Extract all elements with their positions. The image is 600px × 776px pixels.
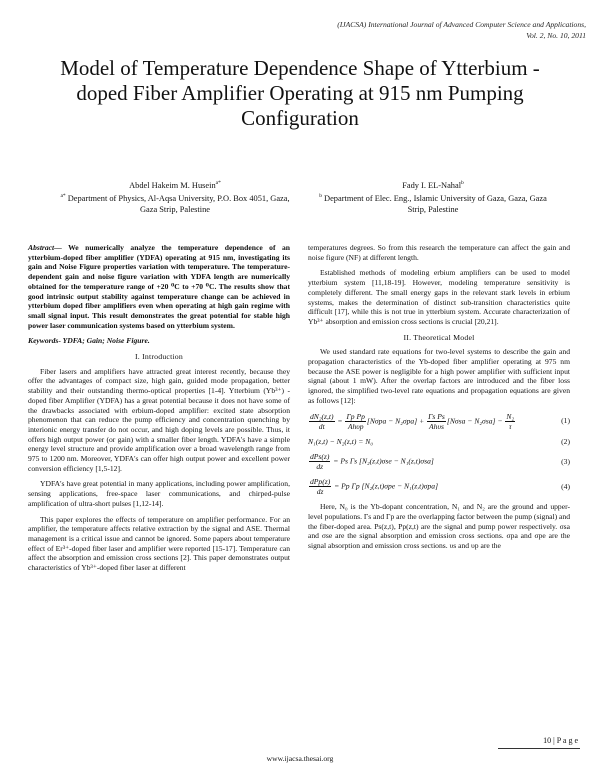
equation-1: $\frac{\text{dN₂(z,t)}}{dt}$ = $\frac{\text{Γp Pp}}{\text{Ahυp}}$ [Nσpa − N₂σpa] + $\frac{\text{Γs Ps}}{\text{Ahυs}}$ [Nσsa − N₂σsa] − $\frac{\text{N₂}}{\tau}$ (1) xyxy=(310,411,570,431)
abstract: Abstract— We numerically analyze the temperature dependence of an ytterbium-doped fiber amplifier (YDFA) operating at 915 nm, investigating its gain and Noise Figure properties variation with temperature. The temperature-dependent gain and noise figure variation with YDFA length are numerically obtained for the temperature range of +20 ⁰C to +70 ⁰C. The results show that good intrinsic output stability against temperature change can be achieved in ytterbium doped fiber amplifiers even when operating at high gain regime with small signal input. This result demonstrates the great potential for stable high power laser communication systems based on ytterbium system. xyxy=(28,243,290,330)
footer-divider xyxy=(498,748,580,749)
author-block-2 xyxy=(318,178,548,215)
journal-volume: Vol. 2, No. 10, 2011 xyxy=(526,31,586,40)
intro-paragraph-2: YDFA's have great potential in many applications, including power amplification, sensing applications, free-space laser communications, and chirped-pulse amplification of ultra-short pulses [1,12-14]. xyxy=(28,479,290,508)
section-heading-theoretical-model: II. Theoretical Model xyxy=(403,332,475,342)
keywords: Keywords- YDFA; Gain; Noise Figure. xyxy=(28,336,150,346)
left-column xyxy=(28,243,290,579)
page-number: 10 | P a g e xyxy=(543,736,578,745)
equation-4: $\frac{\text{dPp(z)}}{dz}$ = Pp Γp [N₂(z,t)σpe − N₁(z,t)σpa] (4) xyxy=(310,477,570,497)
equation-number-3: (3) xyxy=(561,456,570,466)
journal-header: (IJACSA) International Journal of Advanced Computer Science and Applications, xyxy=(337,20,586,29)
right-paragraph-1: temperatures degrees. So from this research the temperature can affect the gain and noise figure (NF) at different length. xyxy=(308,243,570,262)
intro-paragraph-3: This paper explores the effects of temperature on amplifier performance. For an amplifier, the temperature affects relative extraction by the signal and ASE. Thermal management is a critical issue and cannot be ignored. Some papers about temperature effect of Er³⁺-doped fiber laser and amplifier were reported [15-17]. Temperature can affect the absorption and emission cross sections [2]. This paper demonstrates output characteristics of Yb³⁺-doped fiber laser at different xyxy=(28,514,290,573)
equation-number-4: (4) xyxy=(561,481,570,491)
author-block-1 xyxy=(60,178,290,215)
intro-paragraph-1: Fiber lasers and amplifiers have attracted great interest recently, because they offer the advantages of compact size, high gain, guided mode propagation, better stability and their outstanding thermo-optical properties [1-4]. Ytterbium (Yb³⁺) -doped fiber Amplifier (YDFA) has a great potential because it does not have some of the drawbacks associated with erbium-doped amplifier: excited state absorption phenomenon that can reduce the pump efficiency and concentration quenching by interionic energy transfer do not occur, and high doping levels are possible. Thus, it offers high output power (or gain) with a smaller fiber length. YDFA's have a simple energy level structure and provide amplification over a broad wavelength range from 975 to 1200 nm. Moreover, YDFA's can offer high output power and excellent power conversion efficiency [1,5-12]. xyxy=(28,366,290,473)
right-paragraph-2: Established methods of modeling erbium amplifiers can be used to model ytterbium system [11,18-19]. However, modeling temperature sensitivity is completely different. The small energy gaps in the relevant stark levels in erbium systems, makes the determination of distinct sub-transition characteristics quite difficult [17], while this is not true in ytterbium system. Accurate characterization of Yb³⁺ absorption and emission cross sections is crucial [20,21]. xyxy=(308,268,570,326)
author-name-2: Fady I. EL-Nahal$^b$ xyxy=(402,180,464,190)
author-name-1: Abdel Hakeim M. Husein$^{a*}$ xyxy=(129,180,221,190)
section-heading-introduction: I. Introduction xyxy=(134,352,184,362)
footer-url: www.ijacsa.thesai.org xyxy=(266,754,334,763)
author-affiliation-2: $^b$ Department of Elec. Eng., Islamic University of Gaza, Gaza, Gaza Strip, Palestine xyxy=(319,192,547,214)
equation-number-2: (2) xyxy=(561,436,570,446)
equation-3: $\frac{\text{dPs(z)}}{dz}$ = Ps Γs [N₂(z,t)σse − N₁(z,t)σsa] (3) xyxy=(310,452,570,472)
paper-title: Model of Temperature Dependence Shape of Ytterbium -doped Fiber Amplifier Operating at 915 nm Pumping Configuration xyxy=(60,56,540,130)
variables-paragraph: Here, N₀ is the Yb-dopant concentration, N₁ and N₂ are the ground and upper-level populations. Γs and Γp are the overlapping factor between the pump (signal) and the fiber-doped area. Ps(z,t), Pp(z,t) are the signal and pump power respectively. σsa and σse are the signal absorption and emission cross sections. σpa and σpe are the signal absorption and emission cross sections. υs and υp are the xyxy=(308,502,570,551)
author-affiliation-1: $^{a*}$ Department of Physics, Al-Aqsa University, P.O. Box 4051, Gaza, Gaza Strip, Palestine xyxy=(60,192,290,214)
right-column xyxy=(308,243,570,557)
equation-2: N₁(z,t) − N₂(z,t) = N₀ (2) xyxy=(308,436,570,446)
model-paragraph: We used standard rate equations for two-level systems to describe the gain and propagation characteristics of the Yb-doped fiber amplifier operating at 975 nm because the ASE power is negligible for a high power amplifier with sufficient input signal (about 1 mW). After the overlap factors are introduced and the fiber loss ignored, the simplified two-level rate equations and propagation equations are given as follows [12]: xyxy=(308,347,570,405)
equation-number-1: (1) xyxy=(561,416,570,426)
